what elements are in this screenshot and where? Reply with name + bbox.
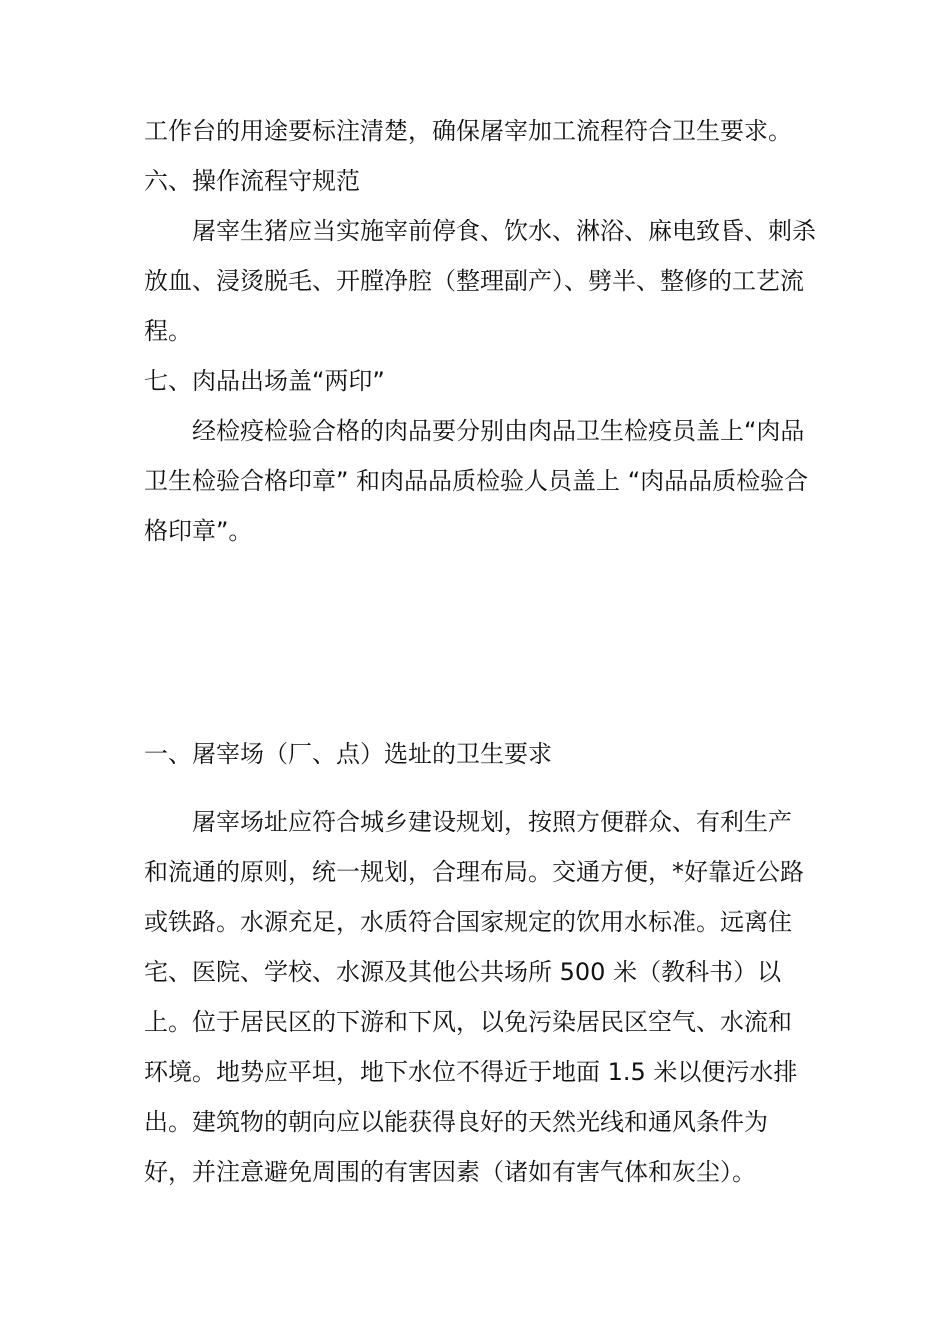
section-b <box>144 729 814 1197</box>
paragraph-line: 屠宰生猪应当实施宰前停食、饮水、淋浴、麻电致昏、刺杀 <box>192 217 816 245</box>
paragraph-line: 环境。地势应平坦，地下水位不得近于地面 1.5 米以便污水排 <box>144 1058 798 1086</box>
paragraph-line: 出。建筑物的朝向应以能获得良好的天然光线和通风条件为 <box>144 1108 768 1136</box>
paragraph-line: 经检疫检验合格的肉品要分别由肉品卫生检疫员盖上“肉品 <box>192 417 805 445</box>
spacer <box>144 779 814 797</box>
paragraph-line: 或铁路。水源充足，水质符合国家规定的饮用水标准。远离住 <box>144 908 792 936</box>
paragraph-line: 和流通的原则，统一规划，合理布局。交通方便，*好靠近公路 <box>144 858 804 886</box>
paragraph-line: 卫生检验合格印章” 和肉品品质检验人员盖上 “肉品品质检验合 <box>144 467 809 495</box>
paragraph-line: 好，并注意避免周围的有害因素（诸如有害气体和灰尘）。 <box>144 1158 756 1186</box>
paragraph-line: 格印章”。 <box>144 517 253 545</box>
heading-six: 六、操作流程守规范 <box>144 167 360 195</box>
paragraph-line: 宅、医院、学校、水源及其他公共场所 500 米（教科书）以 <box>144 958 782 986</box>
section-a <box>144 106 814 556</box>
paragraph-line: 程。 <box>144 317 192 345</box>
paragraph-line: 屠宰场址应符合城乡建设规划，按照方便群众、有利生产 <box>192 808 792 836</box>
heading-seven: 七、肉品出场盖“两印” <box>144 367 385 395</box>
heading-one: 一、屠宰场（厂、点）选址的卫生要求 <box>144 740 552 768</box>
paragraph-line: 上。位于居民区的下游和下风，以免污染居民区空气、水流和 <box>144 1008 792 1036</box>
paragraph-line: 放血、浸烫脱毛、开膛净腔（整理副产）、劈半、整修的工艺流 <box>144 267 804 295</box>
paragraph-line: 工作台的用途要标注清楚，确保屠宰加工流程符合卫生要求。 <box>144 117 792 145</box>
